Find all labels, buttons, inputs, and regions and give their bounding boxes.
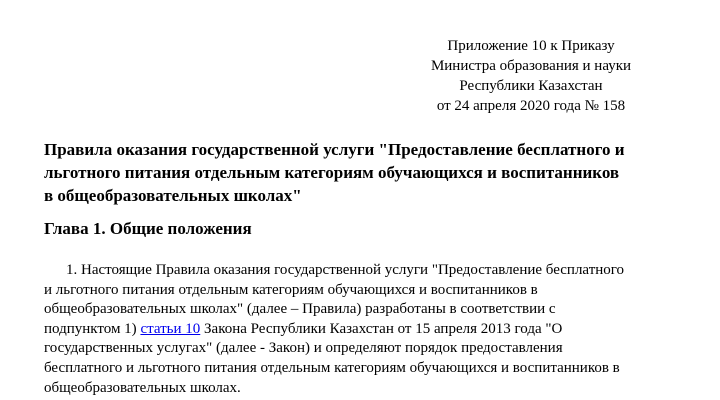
appendix-line-3: Республики Казахстан [459, 78, 603, 94]
appendix-line-1: Приложение 10 к Приказу [447, 38, 615, 54]
paragraph-1-line-2: и льготного питания отдельным категориям обучающихся и воспитанников в [44, 281, 538, 298]
law-article-link[interactable]: статьи 10 [140, 320, 201, 337]
paragraph-1-line-6: бесплатного и льготного питания отдельным категориям обучающихся и воспитанников в [44, 359, 620, 376]
document-title-line-3: в общеобразовательных школах" [44, 186, 302, 205]
paragraph-1-line-4-prefix: подпунктом 1) [44, 320, 141, 337]
paragraph-1-line-5: государственных услугах" (далее - Закон) и определяют порядок предоставления [44, 340, 563, 357]
paragraph-1-line-4 [44, 320, 694, 340]
appendix-line-4: от 24 апреля 2020 года № 158 [436, 98, 626, 114]
appendix-line-2: Министра образования и науки [430, 58, 632, 74]
paragraph-1-line-1: 1. Настоящие Правила оказания государственной услуги "Предоставление бесплатного [66, 262, 625, 278]
document-title [44, 138, 694, 207]
paragraph-1 [44, 261, 694, 398]
document-title-line-1: Правила оказания государственной услуги "Предоставление бесплатного и [44, 140, 625, 159]
chapter-heading: Глава 1. Общие положения [44, 219, 252, 238]
appendix-reference [400, 36, 662, 116]
paragraph-1-line-7: общеобразовательных школах. [44, 379, 241, 396]
document-title-line-2: льготного питания отдельным категориям обучающихся и воспитанников [44, 163, 620, 182]
paragraph-1-line-4-suffix: Закона Республики Казахстан от 15 апреля 2013 года "О [200, 320, 563, 337]
paragraph-1-line-3: общеобразовательных школах" (далее – Правила) разработаны в соответствии с [44, 301, 556, 318]
